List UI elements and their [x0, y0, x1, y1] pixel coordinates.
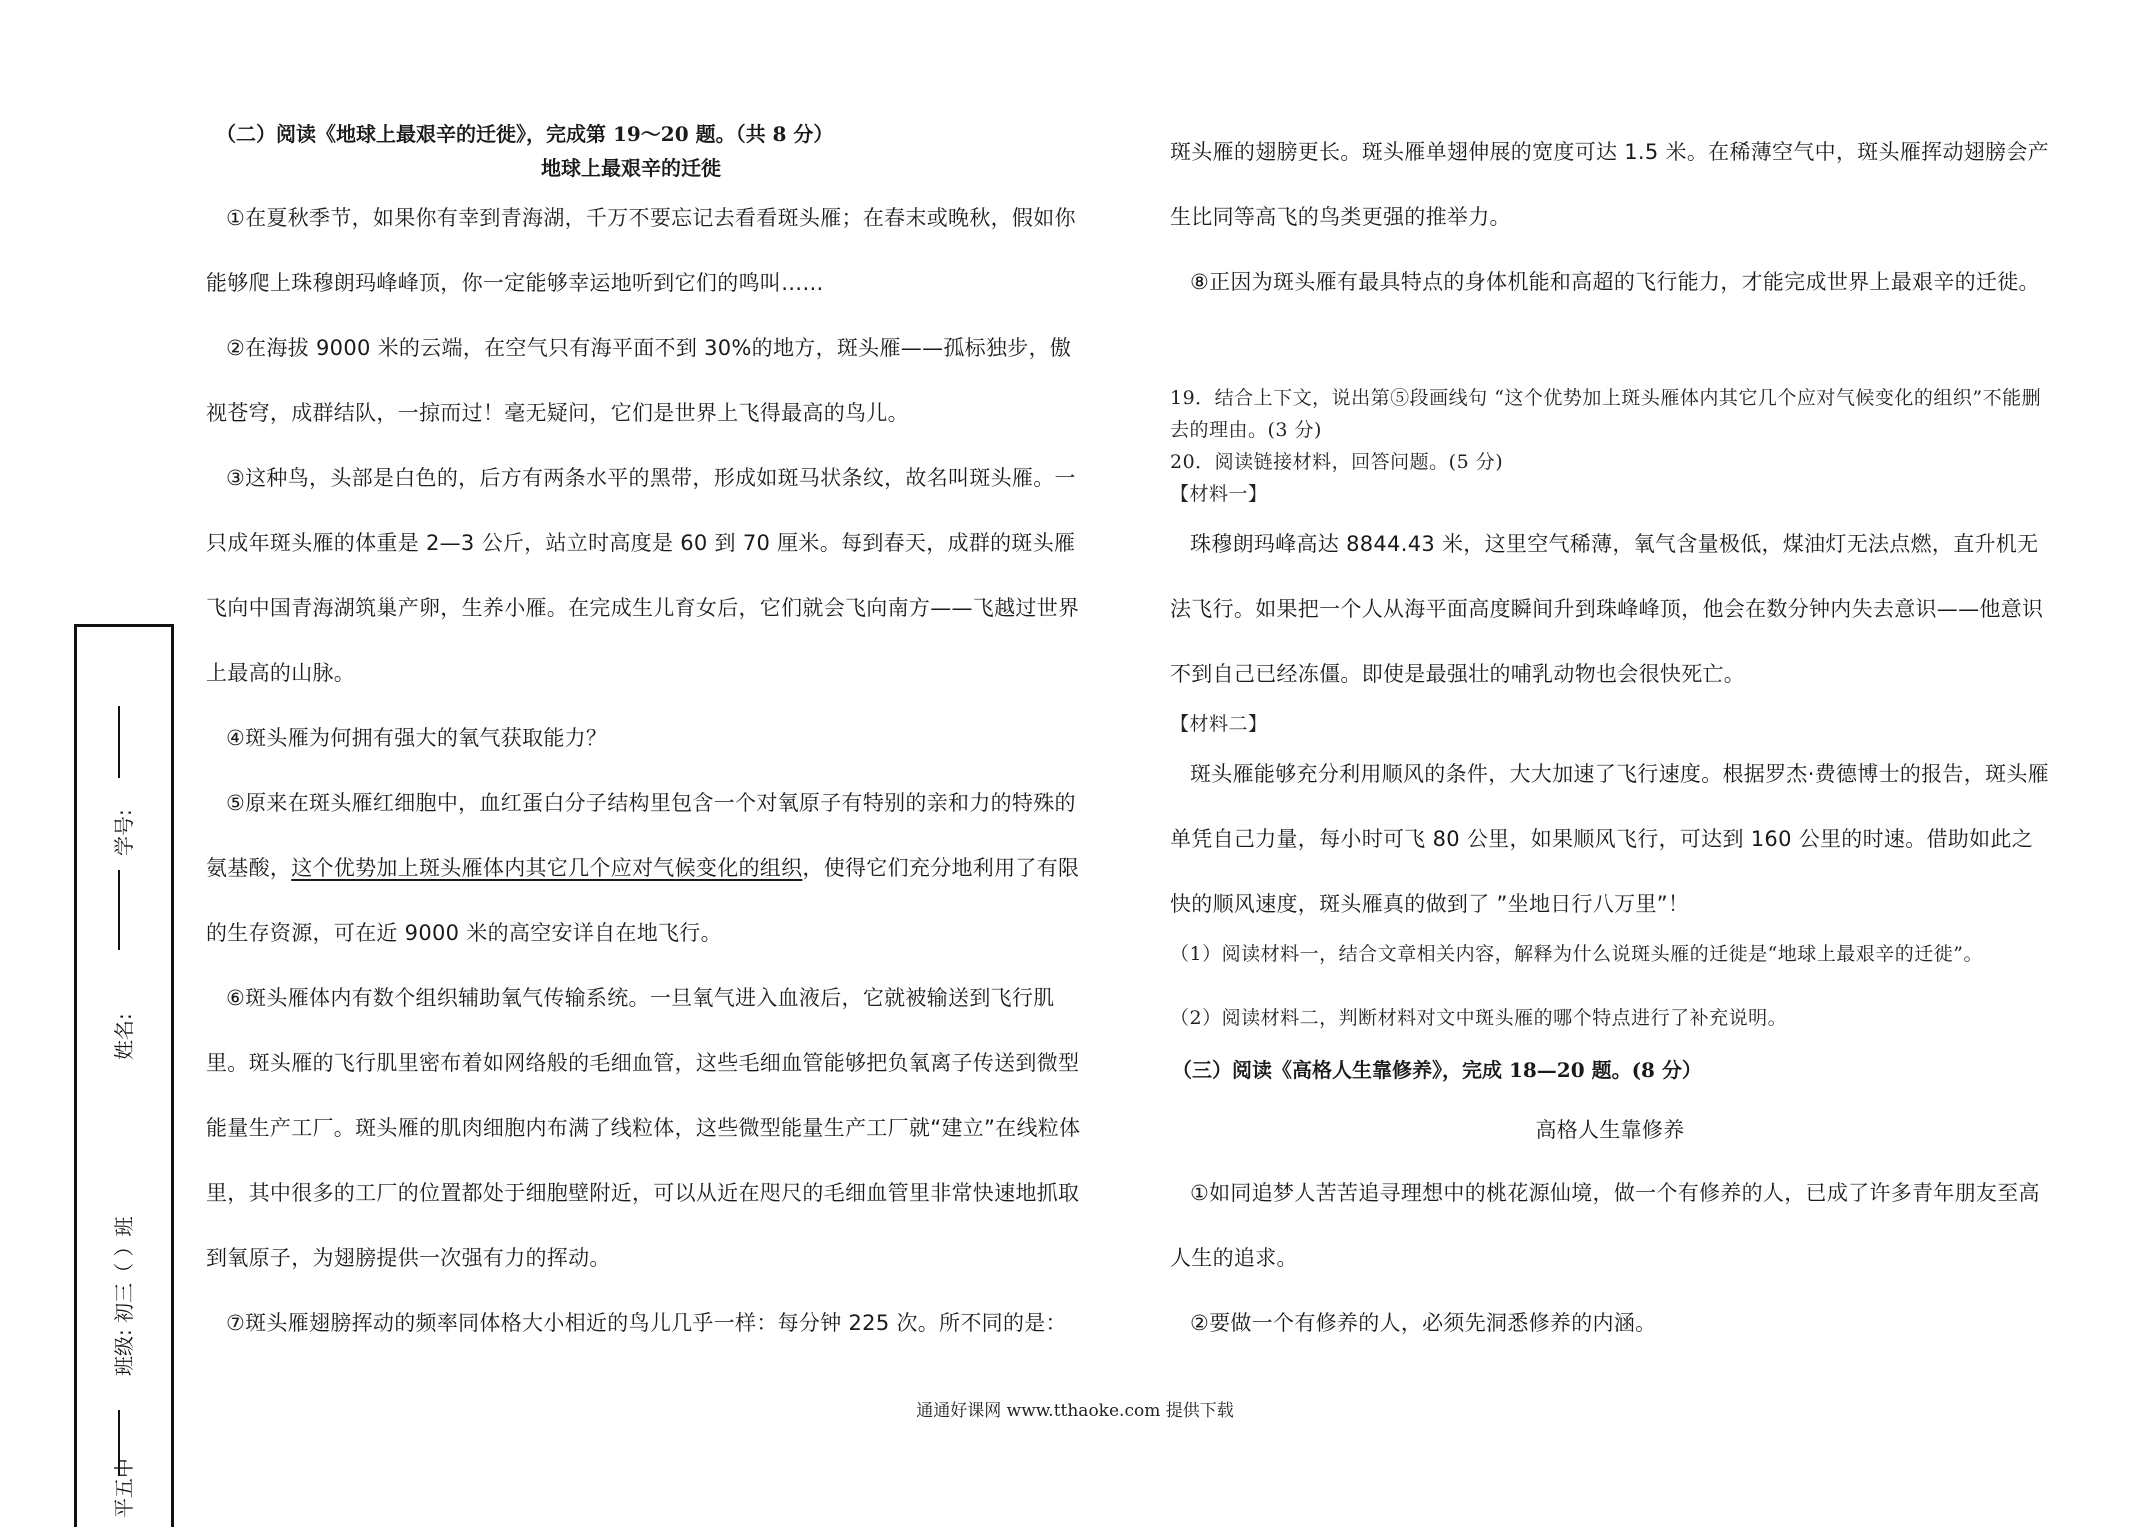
student-id-label: 学号:	[112, 809, 136, 856]
paragraph-5	[206, 771, 1086, 966]
question-20-1: （1）阅读材料一，结合文章相关内容，解释为什么说斑头雁的迁徙是“地球上最艰辛的迁徙”。	[1170, 943, 1984, 965]
name-label: 姓名:	[112, 1013, 136, 1060]
question-20-2: （2）阅读材料二，判断材料对文中斑头雁的哪个特点进行了补充说明。	[1170, 1007, 1788, 1029]
paragraph-2: ②在海拔 9000 米的云端，在空气只有海平面不到 30%的地方，斑头雁——孤标独步，傲视苍穹，成群结队，一掠而过！毫无疑问，它们是世界上飞得最高的鸟儿。	[206, 336, 1072, 425]
section3-paragraph-2: ②要做一个有修养的人，必须先洞悉修养的内涵。	[1190, 1311, 1657, 1335]
binding-panel	[74, 624, 174, 1527]
paragraph-1: ①在夏秋季节，如果你有幸到青海湖，千万不要忘记去看看斑头雁；在春末或晚秋，假如你能够爬上珠穆朗玛峰峰顶，你一定能够幸运地听到它们的鸣叫……	[206, 206, 1076, 295]
question-20: 20．阅读链接材料，回答问题。(5 分)	[1170, 451, 1504, 473]
paragraph-7-start: ⑦斑头雁翅膀挥动的频率同体格大小相近的鸟儿几乎一样：每分钟 225 次。所不同的是：	[226, 1311, 1067, 1335]
underlined-sentence: 这个优势加上斑头雁体内其它几个应对气候变化的组织	[291, 856, 803, 880]
paragraph-6: ⑥斑头雁体内有数个组织辅助氧气传输系统。一旦氧气进入血液后，它就被输送到飞行肌里。斑头雁的飞行肌里密布着如网络般的毛细血管，这些毛细血管能够把负氧离子传送到微型能量生产工厂。斑头雁的肌肉细胞内布满了线粒体，这些微型能量生产工厂就“建立”在线粒体里，其中很多的工厂的位置都处于细胞壁附近，可以从近在咫尺的毛细血管里非常快速地抓取到氧原子，为翅膀提供一次强有力的挥动。	[206, 986, 1081, 1270]
class-label: 班级: 初三（ ）班	[112, 1216, 136, 1376]
name-line	[118, 870, 120, 950]
paragraph-7-end: 斑头雁的翅膀更长。斑头雁单翅伸展的宽度可达 1.5 米。在稀薄空气中，斑头雁挥动翅膀会产生比同等高飞的鸟类更强的推举力。	[1170, 140, 2049, 229]
material-2-label: 【材料二】	[1170, 713, 1268, 735]
section2-title: 地球上最艰辛的迁徙	[541, 156, 721, 180]
section2-instruction: （二）阅读《地球上最艰辛的迁徙》，完成第 19～20 题。（共 8 分）	[216, 122, 834, 146]
paragraph-5-part-a: ⑤原来在斑头雁红细胞中，血红蛋白分子结构里包含一个对氧原子有特别的亲和力的特殊的氨基酸，	[206, 791, 1076, 880]
material-1-text: 珠穆朗玛峰高达 8844.43 米，这里空气稀薄，氧气含量极低，煤油灯无法点燃，直升机无法飞行。如果把一个人从海平面高度瞬间升到珠峰峰顶，他会在数分钟内失去意识——他意识不到自己已经冻僵。即使是最强壮的哺乳动物也会很快死亡。	[1170, 532, 2044, 686]
material-2-text: 斑头雁能够充分利用顺风的条件，大大加速了飞行速度。根据罗杰·费德博士的报告，斑头雁单凭自己力量，每小时可飞 80 公里，如果顺风飞行，可达到 160 公里的时速。借助如此之快的顺风速度，斑头雁真的做到了 ”坐地日行八万里”！	[1170, 762, 2049, 916]
section3-instruction: （三）阅读《高格人生靠修养》，完成 18—20 题。(8 分）	[1172, 1058, 1702, 1082]
school-label: 平五中	[112, 1458, 136, 1518]
paragraph-8: ⑧正因为斑头雁有最具特点的身体机能和高超的飞行能力，才能完成世界上最艰辛的迁徙。	[1190, 270, 2040, 294]
student-id-line	[118, 706, 120, 778]
footer-note: 通通好课网 www.tthaoke.com 提供下载	[916, 1401, 1234, 1421]
paragraph-4: ④斑头雁为何拥有强大的氧气获取能力？	[226, 726, 608, 750]
material-1-label: 【材料一】	[1170, 483, 1268, 505]
paragraph-5-part-b: ，使得它们充分地利用了有限的生存资源，可在近 9000 米的高空安详自在地飞行。	[206, 856, 1080, 945]
section3-title: 高格人生靠修养	[1535, 1118, 1685, 1142]
section3-paragraph-1: ①如同追梦人苦苦追寻理想中的桃花源仙境，做一个有修养的人，已成了许多青年朋友至高人生的追求。	[1170, 1181, 2040, 1270]
paragraph-3: ③这种鸟，头部是白色的，后方有两条水平的黑带，形成如斑马状条纹，故名叫斑头雁。一只成年斑头雁的体重是 2—3 公斤，站立时高度是 60 到 70 厘米。每到春天，成群的斑头雁飞向中国青海湖筑巢产卵，生养小雁。在完成生儿育女后，它们就会飞向南方——飞越过世界上最高的山脉。	[206, 466, 1080, 685]
question-19: 19．结合上下文，说出第⑤段画线句 “这个优势加上斑头雁体内其它几个应对气候变化的组织”不能删去的理由。(3 分)	[1170, 387, 2042, 441]
